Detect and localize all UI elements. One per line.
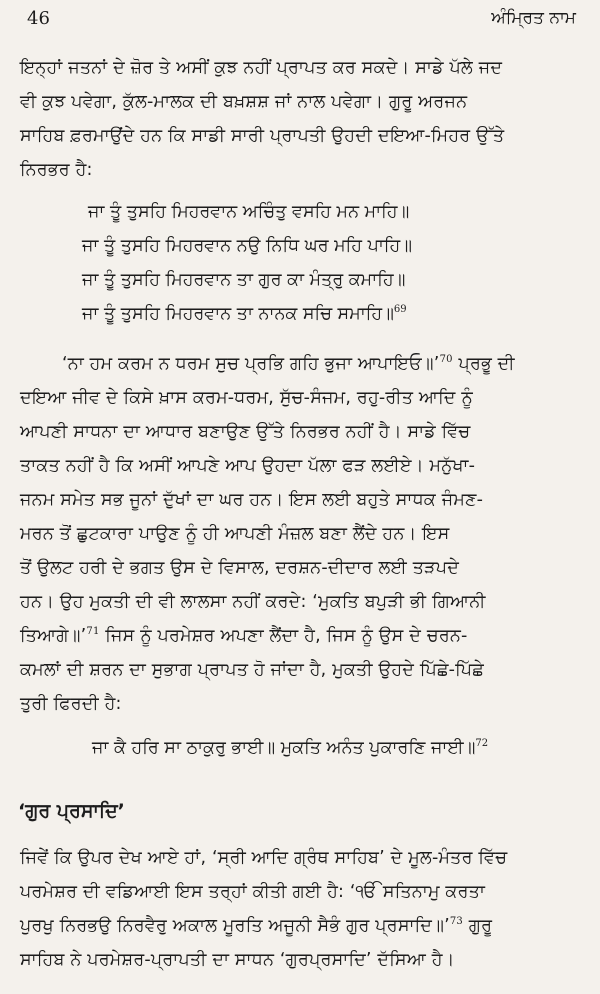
paragraph-line: ਆਪਣੀ ਸਾਧਨਾ ਦਾ ਆਧਾਰ ਬਣਾਉਣ ਉੱਤੇ ਨਿਰਭਰ ਨਹੀਂ ਹੈ। ਸਾਡੇ ਵਿੱਚ	[20, 422, 471, 442]
paragraph-line: ਵੀ ਕੁਝ ਪਵੇਗਾ, ਕੁੱਲ-ਮਾਲਕ ਦੀ ਬਖ਼ਸ਼ਸ਼ ਜਾਂ ਨਾਲ ਪਵੇਗਾ। ਗੁਰੂ ਅਰਜਨ	[20, 92, 468, 112]
paragraph-line: ਹਨ। ਉਹ ਮੁਕਤੀ ਦੀ ਵੀ ਲਾਲਸਾ ਨਹੀਂ ਕਰਦੇ: ‘ਮੁਕਤਿ ਬਪੁੜੀ ਭੀ ਗਿਆਨੀ	[20, 592, 486, 612]
paragraph-line	[20, 916, 492, 936]
paragraph-line: ਕਮਲਾਂ ਦੀ ਸ਼ਰਨ ਦਾ ਸੁਭਾਗ ਪ੍ਰਾਪਤ ਹੋ ਜਾਂਦਾ ਹੈ, ਮੁਕਤੀ ਉਹਦੇ ਪਿੱਛੇ-ਪਿੱਛੇ	[20, 660, 484, 680]
paragraph-line: ਪਰਮੇਸ਼ਰ ਦੀ ਵਡਿਆਈ ਇਸ ਤਰ੍ਹਾਂ ਕੀਤੀ ਗਈ ਹੈ: ‘ੴ ਸਤਿਨਾਮੁ ਕਰਤਾ	[20, 882, 486, 902]
scripture-quote-line	[82, 304, 407, 324]
footnote-ref: 72	[475, 738, 489, 749]
paragraph-line: ਤੋਂ ਉਲਟ ਹਰੀ ਦੇ ਭਗਤ ਉਸ ਦੇ ਵਿਸਾਲ, ਦਰਸ਼ਨ-ਦੀਦਾਰ ਲਈ ਤੜਪਦੇ	[20, 558, 460, 578]
line-text: ਪੁਰਖੁ ਨਿਰਭਉ ਨਿਰਵੈਰੁ ਅਕਾਲ ਮੂਰਤਿ ਅਜੂਨੀ ਸੈਭੰ ਗੁਰ ਪ੍ਰਸਾਦਿ॥’	[20, 916, 450, 936]
paragraph-line: ਤੁਰੀ ਫਿਰਦੀ ਹੈ:	[20, 694, 122, 714]
paragraph-line: ਜਿਵੇਂ ਕਿ ਉਪਰ ਦੇਖ ਆਏ ਹਾਂ, ‘ਸ੍ਰੀ ਆਦਿ ਗ੍ਰੰਥ ਸਾਹਿਬ’ ਦੇ ਮੂਲ-ਮੰਤਰ ਵਿੱਚ	[20, 848, 508, 868]
paragraph-line: ਸਾਹਿਬ ਨੇ ਪਰਮੇਸ਼ਰ-ਪ੍ਰਾਪਤੀ ਦਾ ਸਾਧਨ ‘ਗੁਰਪ੍ਰਸਾਦਿ’ ਦੱਸਿਆ ਹੈ।	[20, 950, 455, 970]
paragraph-line: ਦਇਆ ਜੀਵ ਦੇ ਕਿਸੇ ਖ਼ਾਸ ਕਰਮ-ਧਰਮ, ਸੁੱਚ-ਸੰਜਮ, ਰਹੁ-ਰੀਤ ਆਦਿ ਨੂੰ	[20, 388, 473, 408]
paragraph-line: ਨਿਰਭਰ ਹੈ:	[20, 160, 93, 180]
page-number: 46	[27, 8, 50, 29]
footnote-ref: 73	[449, 916, 463, 927]
scripture-quote-line: ਜਾ ਤੂੰ ਤੁਸਹਿ ਮਿਹਰਵਾਨ ਤਾ ਗੁਰ ਕਾ ਮੰਤ੍ਰੁ ਕਮਾਹਿ॥	[82, 270, 406, 290]
line-text: ਗੁਰੂ	[462, 916, 493, 936]
scripture-quote-line	[92, 738, 488, 758]
footnote-ref: 70	[439, 354, 453, 365]
paragraph-line	[62, 354, 515, 374]
paragraph-line: ਜਨਮ ਸਮੇਤ ਸਭ ਜੂਨਾਂ ਦੁੱਖਾਂ ਦਾ ਘਰ ਹਨ। ਇਸ ਲਈ ਬਹੁਤੇ ਸਾਧਕ ਜੰਮਣ-	[20, 490, 484, 510]
scripture-quote-line: ਜਾ ਤੂੰ ਤੁਸਹਿ ਮਿਹਰਵਾਨ ਅਚਿੰਤੁ ਵਸਹਿ ਮਨ ਮਾਹਿ॥	[88, 202, 410, 222]
running-title: ਅੰਮ੍ਰਿਤ ਨਾਮ	[491, 8, 576, 28]
paragraph-line: ਮਰਨ ਤੋਂ ਛੁਟਕਾਰਾ ਪਾਉਣ ਨੂੰ ਹੀ ਆਪਣੀ ਮੰਜ਼ਲ ਬਣਾ ਲੈਂਦੇ ਹਨ। ਇਸ	[20, 524, 450, 544]
section-heading: ‘ਗੁਰ ਪ੍ਰਸਾਦਿ’	[18, 800, 125, 822]
paragraph-line	[20, 626, 468, 646]
paragraph-line: ਤਾਕਤ ਨਹੀਂ ਹੈ ਕਿ ਅਸੀਂ ਆਪਣੇ ਆਪ ਉਹਦਾ ਪੱਲਾ ਫੜ ਲਈਏ। ਮਨੁੱਖਾ-	[20, 456, 476, 476]
inline-quote: ‘ਨਾ ਹਮ ਕਰਮ ਨ ਧਰਮ ਸੁਚ ਪ੍ਰਭਿ ਗਹਿ ਭੁਜਾ ਆਪਾਇਓ॥’	[62, 354, 440, 374]
quote-text: ਜਾ ਕੈ ਹਰਿ ਸਾ ਠਾਕੁਰੁ ਭਾਈ॥ ਮੁਕਤਿ ਅਨੰਤ ਪੁਕਾਰਣਿ ਜਾਈ॥	[92, 738, 476, 758]
footnote-ref: 69	[393, 304, 407, 315]
paragraph-line: ਸਾਹਿਬ ਫ਼ਰਮਾਉਂਦੇ ਹਨ ਕਿ ਸਾਡੀ ਸਾਰੀ ਪ੍ਰਾਪਤੀ ਉਹਦੀ ਦਇਆ-ਮਿਹਰ ਉੱਤੇ	[20, 126, 505, 146]
paragraph-line: ਇਨ੍ਹਾਂ ਜਤਨਾਂ ਦੇ ਜ਼ੋਰ ਤੇ ਅਸੀਂ ਕੁਝ ਨਹੀਂ ਪ੍ਰਾਪਤ ਕਰ ਸਕਦੇ। ਸਾਡੇ ਪੱਲੇ ਜਦ	[20, 58, 503, 78]
scripture-quote-line: ਜਾ ਤੂੰ ਤੁਸਹਿ ਮਿਹਰਵਾਨ ਨਉ ਨਿਧਿ ਘਰ ਮਹਿ ਪਾਹਿ॥	[82, 236, 413, 256]
line-text: ਜਿਸ ਨੂੰ ਪਰਮੇਸ਼ਰ ਅਪਣਾ ਲੈਂਦਾ ਹੈ, ਜਿਸ ਨੂੰ ਉਸ ਦੇ ਚਰਨ-	[99, 626, 468, 646]
line-text: ਪ੍ਰਭੂ ਦੀ	[452, 354, 515, 374]
quote-text: ਜਾ ਤੂੰ ਤੁਸਹਿ ਮਿਹਰਵਾਨ ਤਾ ਨਾਨਕ ਸਚਿ ਸਮਾਹਿ॥	[82, 304, 394, 324]
footnote-ref: 71	[86, 626, 100, 637]
line-text: ਤਿਆਗੇ॥’	[20, 626, 87, 646]
